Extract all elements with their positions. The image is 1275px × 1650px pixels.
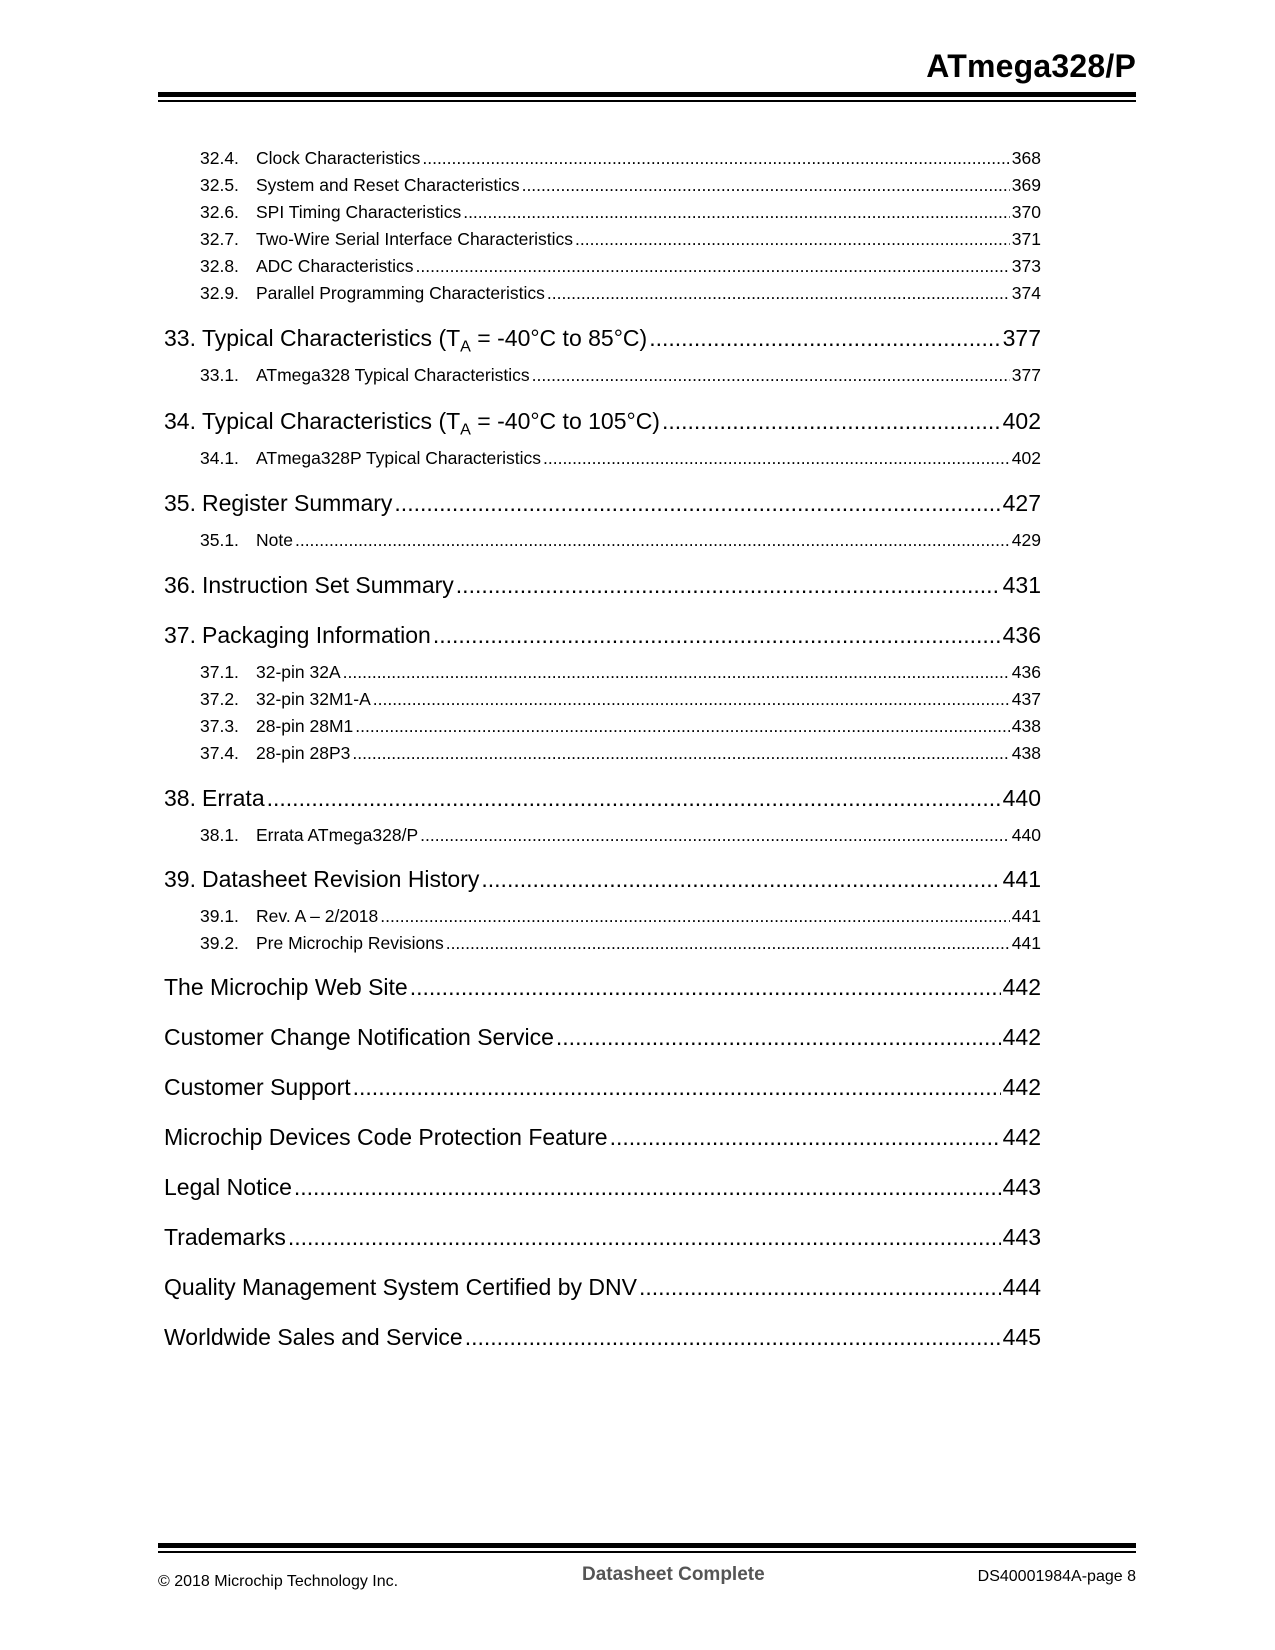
toc-entry[interactable]	[164, 365, 1041, 386]
toc-entry[interactable]	[164, 530, 1041, 551]
toc-chapter-number: 37.	[164, 622, 196, 648]
toc-entry-page: 441	[1011, 906, 1041, 926]
toc-entry[interactable]	[164, 229, 1041, 250]
toc-entry-title: 32-pin 32M1-A	[256, 689, 371, 709]
toc-entry-page: 438	[1011, 716, 1041, 736]
toc-entry[interactable]	[164, 448, 1041, 469]
toc-leader-dots	[294, 1174, 1001, 1201]
toc-leader-dots	[556, 1024, 1001, 1051]
toc-entry-title: 32-pin 32A	[256, 662, 341, 682]
toc-leader-dots	[267, 785, 1001, 812]
toc-entry-number: 33.1.	[200, 365, 239, 385]
toc-leader-dots	[410, 974, 1001, 1001]
toc-entry-page: 440	[1011, 825, 1041, 845]
toc-leader-dots	[662, 408, 1001, 435]
toc-chapter[interactable]	[164, 572, 1041, 599]
toc-entry-title: SPI Timing Characteristics	[256, 202, 462, 222]
toc-chapter-title: The Microchip Web Site	[164, 974, 408, 1000]
toc-chapter[interactable]	[164, 1224, 1041, 1251]
toc-leader-dots	[416, 256, 1010, 277]
toc-chapter-number: 39.	[164, 866, 196, 892]
footer-document-label: Datasheet Complete	[582, 1564, 765, 1585]
toc-entry-title: ATmega328 Typical Characteristics	[256, 365, 530, 385]
toc-leader-dots	[575, 229, 1010, 250]
toc-chapter-page: 442	[1002, 1074, 1041, 1100]
toc-entry-number: 32.4.	[200, 148, 239, 168]
toc-entry-page: 436	[1011, 662, 1041, 682]
toc-chapter-page: 442	[1002, 1024, 1041, 1050]
toc-entry-number: 35.1.	[200, 530, 239, 550]
toc-chapter[interactable]	[164, 1174, 1041, 1201]
toc-entry-number: 38.1.	[200, 825, 239, 845]
toc-entry[interactable]	[164, 662, 1041, 683]
toc-chapter[interactable]	[164, 785, 1041, 812]
toc-entry[interactable]	[164, 175, 1041, 196]
toc-chapter[interactable]	[164, 408, 1041, 435]
toc-entry-number: 34.1.	[200, 448, 239, 468]
toc-chapter[interactable]	[164, 1024, 1041, 1051]
toc-chapter-number: 35.	[164, 490, 196, 516]
toc-chapter-title: Instruction Set Summary	[201, 572, 454, 598]
toc-leader-dots	[446, 933, 1010, 954]
toc-entry-title: Two-Wire Serial Interface Characteristics	[256, 229, 574, 249]
header-rule-thin	[158, 100, 1136, 102]
toc-chapter-title: Typical Characteristics ($T_A = -40^\circ C$ to 105°C)	[201, 408, 660, 435]
footer-rule-thin	[158, 1551, 1136, 1553]
toc-leader-dots	[355, 716, 1010, 737]
toc-entry[interactable]	[164, 689, 1041, 710]
toc-entry-page: 374	[1011, 283, 1041, 303]
toc-leader-dots	[532, 365, 1010, 386]
footer-copyright: © 2018 Microchip Technology Inc.	[158, 1573, 399, 1590]
toc-chapter[interactable]	[164, 974, 1041, 1001]
toc-leader-dots	[295, 530, 1010, 551]
toc-entry-page: 377	[1011, 365, 1041, 385]
toc-leader-dots	[352, 743, 1009, 764]
toc-chapter-title: Worldwide Sales and Service	[164, 1324, 463, 1350]
toc-chapter-title: Typical Characteristics ($T_A = -40^\circ C$ to 85°C)	[201, 325, 648, 352]
toc-entry-title: ATmega328P Typical Characteristics	[256, 448, 541, 468]
toc-entry[interactable]	[164, 283, 1041, 304]
toc-entry[interactable]	[164, 906, 1041, 927]
toc-entry-title: Parallel Programming Characteristics	[256, 283, 545, 303]
toc-entry-title: System and Reset Characteristics	[256, 175, 520, 195]
toc-chapter[interactable]	[164, 490, 1041, 517]
toc-entry-page: 373	[1011, 256, 1041, 276]
toc-entry-title: Pre Microchip Revisions	[256, 933, 444, 953]
toc-chapter-page: 440	[1002, 785, 1041, 811]
toc-chapter-title: Quality Management System Certified by DNV	[164, 1274, 637, 1300]
toc-entry[interactable]	[164, 256, 1041, 277]
toc-leader-dots	[288, 1224, 1001, 1251]
toc-chapter[interactable]	[164, 1324, 1041, 1351]
toc-leader-dots	[394, 490, 1000, 517]
toc-entry-number: 32.9.	[200, 283, 239, 303]
toc-chapter-title: Register Summary	[201, 490, 393, 516]
toc-entry-page: 438	[1011, 743, 1041, 763]
toc-chapter-page: 377	[1002, 325, 1041, 351]
toc-leader-dots	[465, 1324, 1001, 1351]
toc-chapter[interactable]	[164, 1074, 1041, 1101]
toc-chapter[interactable]	[164, 1274, 1041, 1301]
toc-entry-page: 429	[1011, 530, 1041, 550]
toc-chapter-page: 441	[1002, 866, 1041, 892]
toc-chapter[interactable]	[164, 1124, 1041, 1151]
toc-entry-title: Errata ATmega328/P	[256, 825, 419, 845]
toc-chapter-number: 33.	[164, 325, 196, 351]
toc-entry-number: 32.6.	[200, 202, 239, 222]
toc-entry-number: 39.2.	[200, 933, 239, 953]
toc-chapter-page: 445	[1002, 1324, 1041, 1350]
toc-leader-dots	[639, 1274, 1001, 1301]
toc-entry[interactable]	[164, 825, 1041, 846]
toc-entry-title: Rev. A – 2/2018	[256, 906, 379, 926]
toc-chapter-title: Customer Change Notification Service	[164, 1024, 554, 1050]
toc-leader-dots	[456, 572, 1001, 599]
toc-chapter-title: Customer Support	[164, 1074, 351, 1100]
toc-entry-page: 371	[1011, 229, 1041, 249]
toc-chapter-page: 427	[1002, 490, 1041, 516]
toc-chapter-page: 436	[1002, 622, 1041, 648]
footer-page-number: DS40001984A-page 8	[977, 1568, 1136, 1585]
toc-chapter-title: Trademarks	[164, 1224, 286, 1250]
toc-leader-dots	[373, 689, 1010, 710]
toc-chapter[interactable]	[164, 866, 1041, 893]
toc-chapter-page: 444	[1002, 1274, 1041, 1300]
header-rule-thick	[158, 92, 1136, 97]
toc-entry-page: 441	[1011, 933, 1041, 953]
toc-leader-dots	[353, 1074, 1001, 1101]
toc-chapter[interactable]	[164, 622, 1041, 649]
toc-entry-title: 28-pin 28M1	[256, 716, 354, 736]
toc-leader-dots	[422, 148, 1009, 169]
toc-entry-number: 37.2.	[200, 689, 239, 709]
toc-chapter-page: 443	[1002, 1174, 1041, 1200]
toc-chapter-title: Legal Notice	[164, 1174, 292, 1200]
toc-chapter-title: Datasheet Revision History	[201, 866, 480, 892]
toc-chapter-title: Microchip Devices Code Protection Feature	[164, 1124, 608, 1150]
toc-chapter[interactable]	[164, 325, 1041, 352]
toc-leader-dots	[522, 175, 1010, 196]
toc-leader-dots	[380, 906, 1010, 927]
toc-chapter-title: Packaging Information	[201, 622, 431, 648]
toc-entry-number: 37.3.	[200, 716, 239, 736]
toc-leader-dots	[433, 622, 1001, 649]
toc-leader-dots	[543, 448, 1010, 469]
toc-chapter-page: 442	[1002, 1124, 1041, 1150]
toc-entry-number: 39.1.	[200, 906, 239, 926]
toc-entry[interactable]	[164, 716, 1041, 737]
toc-chapter-page: 431	[1002, 572, 1041, 598]
toc-entry-number: 32.5.	[200, 175, 239, 195]
toc-entry-page: 402	[1011, 448, 1041, 468]
toc-entry-number: 37.4.	[200, 743, 239, 763]
page-title: ATmega328/P	[926, 48, 1136, 84]
toc-entry-number: 37.1.	[200, 662, 239, 682]
toc-leader-dots	[610, 1124, 1001, 1151]
toc-leader-dots	[343, 662, 1010, 683]
toc-leader-dots	[481, 866, 1000, 893]
toc-chapter-number: 34.	[164, 408, 196, 434]
toc-chapter-number: 36.	[164, 572, 196, 598]
toc-leader-dots	[463, 202, 1010, 223]
toc-entry-title: Note	[256, 530, 293, 550]
toc-entry-number: 32.8.	[200, 256, 239, 276]
toc-entry-page: 369	[1011, 175, 1041, 195]
toc-entry-title: Clock Characteristics	[256, 148, 421, 168]
toc-leader-dots	[649, 325, 1000, 352]
toc-entry[interactable]	[164, 933, 1041, 954]
toc-entry[interactable]	[164, 743, 1041, 764]
toc-entry-page: 370	[1011, 202, 1041, 222]
toc-chapter-page: 402	[1002, 408, 1041, 434]
toc-chapter-page: 443	[1002, 1224, 1041, 1250]
toc-chapter-number: 38.	[164, 785, 196, 811]
toc-leader-dots	[547, 283, 1010, 304]
toc-entry-title: 28-pin 28P3	[256, 743, 351, 763]
toc-chapter-page: 442	[1002, 974, 1041, 1000]
toc-entry[interactable]	[164, 202, 1041, 223]
toc-entry-page: 437	[1011, 689, 1041, 709]
toc-entry[interactable]	[164, 148, 1041, 169]
toc-entry-title: ADC Characteristics	[256, 256, 414, 276]
toc-chapter-title: Errata	[201, 785, 265, 811]
toc-entry-page: 368	[1011, 148, 1041, 168]
toc-entry-number: 32.7.	[200, 229, 239, 249]
footer-rule-thick	[158, 1543, 1136, 1548]
toc-leader-dots	[420, 825, 1010, 846]
